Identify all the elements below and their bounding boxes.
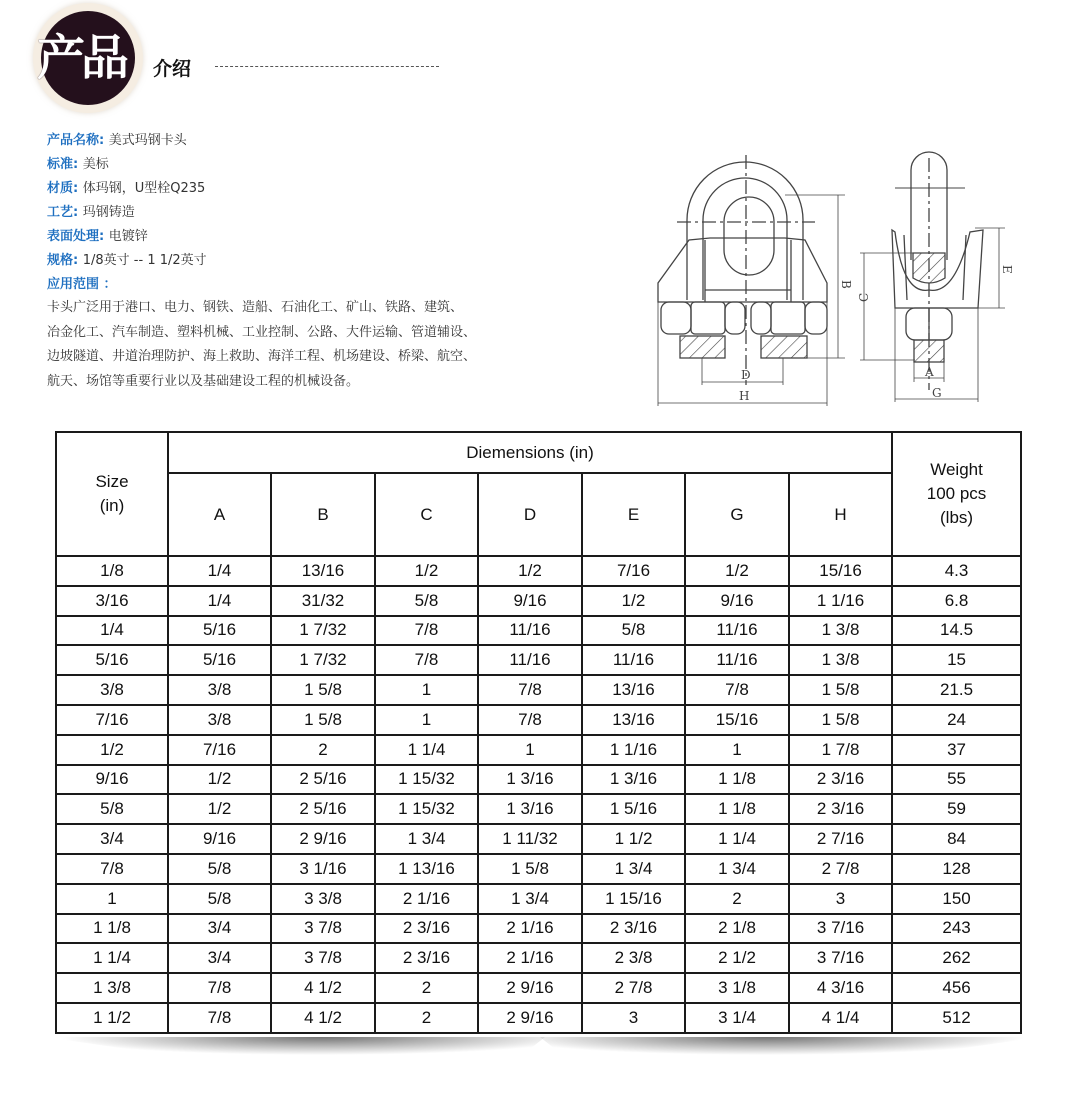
cell-weight: 21.5 bbox=[892, 675, 1021, 705]
cell-weight: 6.8 bbox=[892, 586, 1021, 616]
cell-a: 7/8 bbox=[168, 973, 271, 1003]
table-row bbox=[56, 943, 1021, 973]
cell-g: 1 bbox=[685, 735, 789, 765]
section-title: 介绍 bbox=[153, 58, 192, 80]
cell-c: 2 1/16 bbox=[375, 884, 478, 914]
table-row bbox=[56, 794, 1021, 824]
cell-size: 1 1/4 bbox=[56, 943, 168, 973]
table-body bbox=[56, 556, 1021, 1033]
cell-a: 9/16 bbox=[168, 824, 271, 854]
cell-size: 3/16 bbox=[56, 586, 168, 616]
cell-g: 15/16 bbox=[685, 705, 789, 735]
cell-e: 11/16 bbox=[582, 645, 685, 675]
cell-g: 1 3/4 bbox=[685, 854, 789, 884]
cell-g: 11/16 bbox=[685, 616, 789, 646]
cell-size: 1 1/8 bbox=[56, 914, 168, 944]
cell-d: 9/16 bbox=[478, 586, 582, 616]
cell-size: 5/16 bbox=[56, 645, 168, 675]
cell-size: 7/16 bbox=[56, 705, 168, 735]
cell-c: 1 1/4 bbox=[375, 735, 478, 765]
application-line: 卡头广泛用于港口、电力、钢铁、造船、石油化工、矿山、铁路、建筑、 bbox=[47, 300, 464, 315]
cell-e: 1 1/2 bbox=[582, 824, 685, 854]
cell-c: 7/8 bbox=[375, 616, 478, 646]
column-header-g: G bbox=[685, 473, 789, 556]
cell-size: 9/16 bbox=[56, 765, 168, 795]
spec-item-process: 工艺: 玛钢铸造 bbox=[47, 205, 135, 220]
cell-weight: 84 bbox=[892, 824, 1021, 854]
cell-c: 1/2 bbox=[375, 556, 478, 586]
cell-a: 3/8 bbox=[168, 705, 271, 735]
cell-c: 2 bbox=[375, 973, 478, 1003]
cell-c: 2 3/16 bbox=[375, 943, 478, 973]
cell-e: 1 3/16 bbox=[582, 765, 685, 795]
cell-size: 1/2 bbox=[56, 735, 168, 765]
cell-b: 1 7/32 bbox=[271, 645, 375, 675]
spec-item-application: 应用范围 ： bbox=[47, 277, 117, 292]
product-badge bbox=[33, 3, 143, 113]
cell-h: 3 bbox=[789, 884, 892, 914]
column-header-d: D bbox=[478, 473, 582, 556]
cell-weight: 243 bbox=[892, 914, 1021, 944]
cell-h: 1 3/8 bbox=[789, 616, 892, 646]
cell-c: 1 bbox=[375, 675, 478, 705]
cell-b: 3 7/8 bbox=[271, 943, 375, 973]
cell-e: 1 3/4 bbox=[582, 854, 685, 884]
cell-g: 1/2 bbox=[685, 556, 789, 586]
cell-a: 1/4 bbox=[168, 586, 271, 616]
cell-c: 2 3/16 bbox=[375, 914, 478, 944]
cell-d: 1 3/16 bbox=[478, 794, 582, 824]
cell-a: 3/4 bbox=[168, 943, 271, 973]
cell-g: 9/16 bbox=[685, 586, 789, 616]
table-row bbox=[56, 705, 1021, 735]
column-header-e: E bbox=[582, 473, 685, 556]
table-row bbox=[56, 675, 1021, 705]
cell-h: 2 3/16 bbox=[789, 765, 892, 795]
cell-h: 4 3/16 bbox=[789, 973, 892, 1003]
table-row bbox=[56, 586, 1021, 616]
cell-size: 1 bbox=[56, 884, 168, 914]
cell-g: 3 1/8 bbox=[685, 973, 789, 1003]
decorative-shadow bbox=[45, 1037, 545, 1077]
dimensions-table bbox=[55, 431, 1022, 1034]
cell-d: 2 9/16 bbox=[478, 973, 582, 1003]
cell-h: 4 1/4 bbox=[789, 1003, 892, 1033]
table-row bbox=[56, 735, 1021, 765]
column-header-a: A bbox=[168, 473, 271, 556]
cell-c: 1 3/4 bbox=[375, 824, 478, 854]
cell-e: 13/16 bbox=[582, 675, 685, 705]
column-header-c: C bbox=[375, 473, 478, 556]
cell-weight: 14.5 bbox=[892, 616, 1021, 646]
cell-h: 1 1/16 bbox=[789, 586, 892, 616]
cell-d: 1 5/8 bbox=[478, 854, 582, 884]
cell-b: 31/32 bbox=[271, 586, 375, 616]
cell-a: 7/16 bbox=[168, 735, 271, 765]
cell-weight: 15 bbox=[892, 645, 1021, 675]
cell-a: 1/2 bbox=[168, 794, 271, 824]
cell-a: 5/16 bbox=[168, 645, 271, 675]
cell-e: 2 3/16 bbox=[582, 914, 685, 944]
dim-label-e: E bbox=[1000, 265, 1014, 274]
cell-h: 3 7/16 bbox=[789, 914, 892, 944]
cell-weight: 128 bbox=[892, 854, 1021, 884]
dim-label-a: A bbox=[925, 365, 934, 379]
cell-a: 3/4 bbox=[168, 914, 271, 944]
cell-c: 7/8 bbox=[375, 645, 478, 675]
cell-g: 7/8 bbox=[685, 675, 789, 705]
cell-e: 2 7/8 bbox=[582, 973, 685, 1003]
cell-e: 1 5/16 bbox=[582, 794, 685, 824]
cell-a: 5/8 bbox=[168, 884, 271, 914]
cell-e: 2 3/8 bbox=[582, 943, 685, 973]
table-row bbox=[56, 556, 1021, 586]
cell-e: 1 15/16 bbox=[582, 884, 685, 914]
cell-b: 3 1/16 bbox=[271, 854, 375, 884]
spec-item-surface: 表面处理: 电镀锌 bbox=[47, 229, 148, 244]
cell-c: 1 15/32 bbox=[375, 765, 478, 795]
decorative-shadow bbox=[540, 1037, 1040, 1077]
header-divider bbox=[215, 66, 439, 67]
product-badge-circle bbox=[36, 11, 135, 105]
size-header: Size (in) bbox=[56, 432, 168, 556]
cell-b: 1 5/8 bbox=[271, 675, 375, 705]
cell-c: 1 15/32 bbox=[375, 794, 478, 824]
spec-item-size-range: 规格: 1/8英寸 -- 1 1/2英寸 bbox=[47, 253, 207, 268]
cell-e: 3 bbox=[582, 1003, 685, 1033]
dim-label-d: D bbox=[741, 368, 751, 382]
dim-label-b: B bbox=[839, 280, 853, 289]
cell-g: 2 1/2 bbox=[685, 943, 789, 973]
cell-c: 5/8 bbox=[375, 586, 478, 616]
table-row bbox=[56, 914, 1021, 944]
cell-g: 1 1/4 bbox=[685, 824, 789, 854]
cell-size: 3/8 bbox=[56, 675, 168, 705]
cell-h: 15/16 bbox=[789, 556, 892, 586]
cell-g: 3 1/4 bbox=[685, 1003, 789, 1033]
cell-d: 2 1/16 bbox=[478, 914, 582, 944]
cell-weight: 456 bbox=[892, 973, 1021, 1003]
cell-g: 11/16 bbox=[685, 645, 789, 675]
cell-weight: 262 bbox=[892, 943, 1021, 973]
cell-b: 2 5/16 bbox=[271, 794, 375, 824]
spec-list bbox=[47, 129, 207, 297]
cell-weight: 24 bbox=[892, 705, 1021, 735]
cell-d: 2 1/16 bbox=[478, 943, 582, 973]
cell-b: 1 5/8 bbox=[271, 705, 375, 735]
cell-weight: 59 bbox=[892, 794, 1021, 824]
cell-c: 2 bbox=[375, 1003, 478, 1033]
table-header-row bbox=[56, 432, 1021, 473]
cell-c: 1 13/16 bbox=[375, 854, 478, 884]
application-line: 冶金化工、汽车制造、塑料机械、工业控制、公路、大件运输、管道辅设、 bbox=[47, 324, 477, 340]
cell-g: 2 1/8 bbox=[685, 914, 789, 944]
cell-size: 1/4 bbox=[56, 616, 168, 646]
cell-a: 3/8 bbox=[168, 675, 271, 705]
application-line: 边坡隧道、井道治理防护、海上救助、海洋工程、机场建设、桥梁、航空、 bbox=[47, 349, 477, 364]
cell-size: 3/4 bbox=[56, 824, 168, 854]
cell-a: 5/16 bbox=[168, 616, 271, 646]
cell-g: 2 bbox=[685, 884, 789, 914]
cell-a: 1/2 bbox=[168, 765, 271, 795]
cell-b: 13/16 bbox=[271, 556, 375, 586]
cell-size: 1 3/8 bbox=[56, 973, 168, 1003]
cell-b: 4 1/2 bbox=[271, 1003, 375, 1033]
cell-weight: 37 bbox=[892, 735, 1021, 765]
cell-h: 1 3/8 bbox=[789, 645, 892, 675]
table-row bbox=[56, 824, 1021, 854]
cell-weight: 55 bbox=[892, 765, 1021, 795]
cell-a: 1/4 bbox=[168, 556, 271, 586]
dim-label-g: G bbox=[932, 386, 942, 400]
cell-g: 1 1/8 bbox=[685, 765, 789, 795]
cell-d: 1 11/32 bbox=[478, 824, 582, 854]
cell-e: 1 1/16 bbox=[582, 735, 685, 765]
cell-b: 3 7/8 bbox=[271, 914, 375, 944]
dim-label-h: H bbox=[739, 389, 750, 403]
cell-b: 3 3/8 bbox=[271, 884, 375, 914]
spec-item-material: 材质: 体玛钢，U型栓Q235 bbox=[47, 181, 206, 196]
cell-h: 3 7/16 bbox=[789, 943, 892, 973]
table-row bbox=[56, 1003, 1021, 1033]
table-row bbox=[56, 765, 1021, 795]
cell-h: 2 7/8 bbox=[789, 854, 892, 884]
dimensions-header: Diemensions (in) bbox=[168, 432, 892, 473]
cell-e: 5/8 bbox=[582, 616, 685, 646]
cell-d: 1 bbox=[478, 735, 582, 765]
cell-b: 2 9/16 bbox=[271, 824, 375, 854]
cell-weight: 150 bbox=[892, 884, 1021, 914]
cell-d: 1 3/16 bbox=[478, 765, 582, 795]
cell-size: 1/8 bbox=[56, 556, 168, 586]
badge-text: 产品 bbox=[36, 30, 125, 86]
table-row bbox=[56, 854, 1021, 884]
cell-c: 1 bbox=[375, 705, 478, 735]
cell-a: 5/8 bbox=[168, 854, 271, 884]
table-row bbox=[56, 616, 1021, 646]
table-row bbox=[56, 884, 1021, 914]
cell-d: 1 3/4 bbox=[478, 884, 582, 914]
cell-size: 7/8 bbox=[56, 854, 168, 884]
cell-b: 4 1/2 bbox=[271, 973, 375, 1003]
spec-item-standard: 标准: 美标 bbox=[47, 157, 109, 172]
cell-d: 7/8 bbox=[478, 675, 582, 705]
cell-h: 2 7/16 bbox=[789, 824, 892, 854]
column-header-b: B bbox=[271, 473, 375, 556]
wire-rope-clip-drawing bbox=[655, 150, 1025, 410]
weight-header: Weight 100 pcs (lbs) bbox=[892, 432, 1021, 556]
cell-b: 1 7/32 bbox=[271, 616, 375, 646]
cell-e: 13/16 bbox=[582, 705, 685, 735]
table-row bbox=[56, 645, 1021, 675]
cell-a: 7/8 bbox=[168, 1003, 271, 1033]
cell-size: 1 1/2 bbox=[56, 1003, 168, 1033]
cell-b: 2 5/16 bbox=[271, 765, 375, 795]
cell-weight: 4.3 bbox=[892, 556, 1021, 586]
cell-e: 1/2 bbox=[582, 586, 685, 616]
application-line: 航天、场馆等重要行业以及基础建设工程的机械设备。 bbox=[47, 373, 360, 389]
cell-h: 1 5/8 bbox=[789, 705, 892, 735]
cell-size: 5/8 bbox=[56, 794, 168, 824]
cell-e: 7/16 bbox=[582, 556, 685, 586]
column-header-h: H bbox=[789, 473, 892, 556]
cell-d: 11/16 bbox=[478, 616, 582, 646]
application-description bbox=[47, 296, 547, 394]
cell-g: 1 1/8 bbox=[685, 794, 789, 824]
table-row bbox=[56, 973, 1021, 1003]
cell-d: 2 9/16 bbox=[478, 1003, 582, 1033]
cell-h: 1 5/8 bbox=[789, 675, 892, 705]
cell-b: 2 bbox=[271, 735, 375, 765]
cell-weight: 512 bbox=[892, 1003, 1021, 1033]
cell-h: 1 7/8 bbox=[789, 735, 892, 765]
cell-d: 11/16 bbox=[478, 645, 582, 675]
spec-item-name: 产品名称: 美式玛钢卡头 bbox=[47, 133, 187, 148]
dim-label-c: C bbox=[857, 292, 871, 302]
cell-d: 1/2 bbox=[478, 556, 582, 586]
cell-d: 7/8 bbox=[478, 705, 582, 735]
table-subheader-row bbox=[56, 473, 1021, 556]
cell-h: 2 3/16 bbox=[789, 794, 892, 824]
